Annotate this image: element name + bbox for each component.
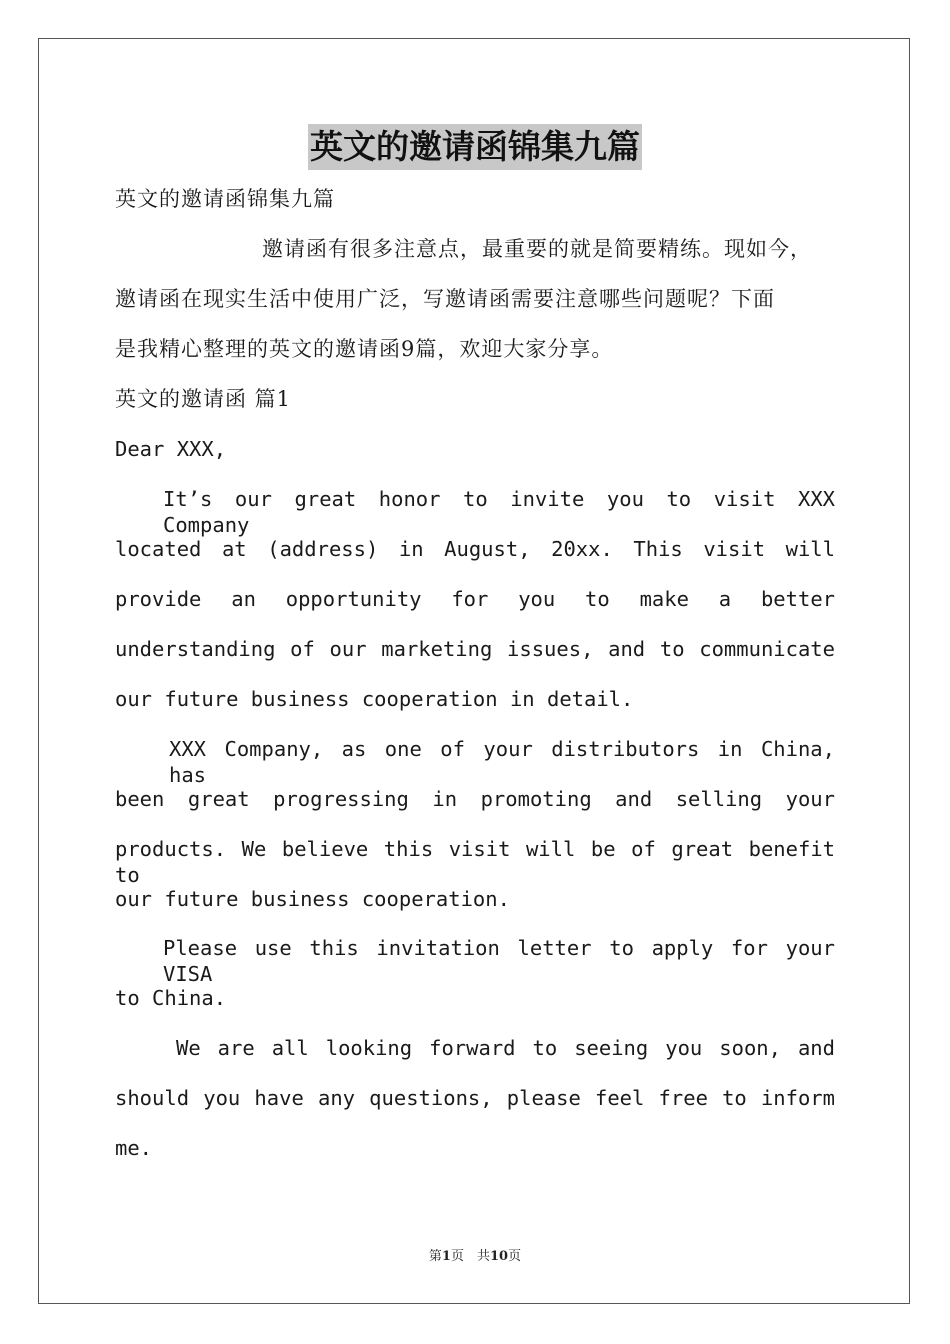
- footer-suffix: 页: [508, 1249, 522, 1264]
- document-title-text: 英文的邀请函锦集九篇: [308, 124, 642, 170]
- footer-page-number: 1: [441, 1249, 451, 1264]
- page-footer: [0, 1248, 950, 1266]
- footer-middle: 页 共: [450, 1249, 490, 1264]
- letter-line-13: should you have any questions, please feel free to inform: [115, 1086, 835, 1110]
- letter-line-6: XXX Company, as one of your distributors in China, has: [169, 737, 835, 787]
- letter-line-2: located at (address) in August, 20xx. This visit will: [115, 537, 835, 561]
- letter-line-5: our future business cooperation in detail.: [115, 687, 634, 711]
- letter-line-14: me.: [115, 1136, 153, 1160]
- letter-line-10: Please use this invitation letter to apply for your VISA: [163, 936, 835, 986]
- intro-line-3: 是我精心整理的英文的邀请函9篇，欢迎大家分享。: [115, 337, 614, 361]
- letter-salutation: Dear XXX,: [115, 437, 227, 461]
- document-subtitle: 英文的邀请函锦集九篇: [115, 187, 335, 211]
- footer-prefix: 第: [428, 1249, 442, 1264]
- page-frame: [38, 38, 910, 1304]
- footer-total-pages: 10: [489, 1249, 509, 1264]
- section-heading: 英文的邀请函 篇1: [115, 387, 292, 411]
- intro-line-2: 邀请函在现实生活中使用广泛，写邀请函需要注意哪些问题呢？下面: [115, 287, 775, 311]
- letter-line-8: products. We believe this visit will be of great benefit to: [115, 837, 835, 887]
- letter-line-9: our future business cooperation.: [115, 887, 510, 911]
- letter-line-1: It’s our great honor to invite you to visit XXX Company: [163, 487, 835, 537]
- letter-line-4: understanding of our marketing issues, and to communicate: [115, 637, 835, 661]
- letter-line-12: We are all looking forward to seeing you soon, and: [176, 1036, 835, 1060]
- letter-line-11: to China.: [115, 986, 227, 1010]
- letter-line-7: been great progressing in promoting and selling your: [115, 787, 835, 811]
- intro-line-1: 邀请函有很多注意点，最重要的就是简要精练。现如今，: [262, 237, 812, 261]
- letter-line-3: provide an opportunity for you to make a better: [115, 587, 835, 611]
- document-title: [0, 124, 950, 170]
